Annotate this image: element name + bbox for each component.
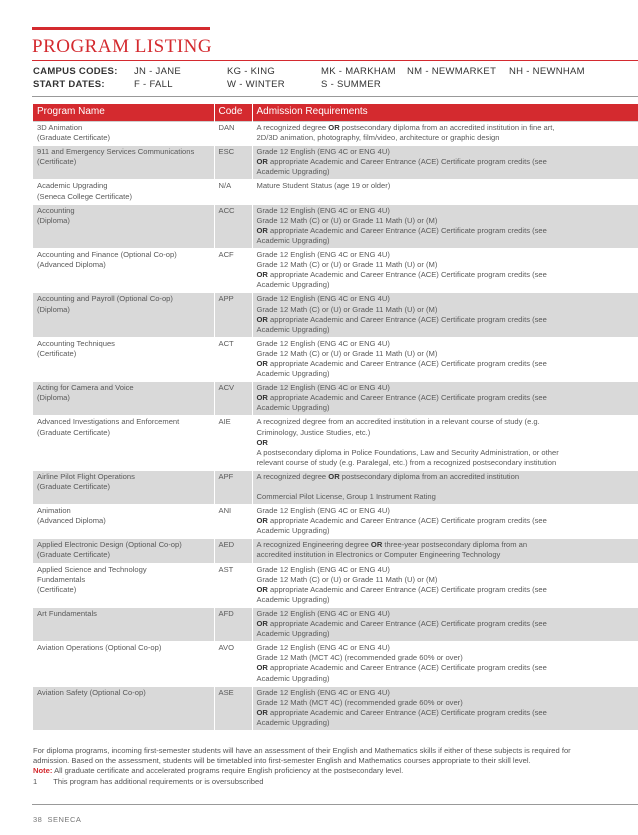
requirement-line: A recognized degree OR postsecondary diploma from an accredited institution in fine art, — [256, 123, 555, 132]
admission-requirements-cell — [252, 607, 638, 641]
program-code-cell: AIE — [214, 416, 252, 470]
program-name-cell — [33, 505, 214, 539]
or-keyword: OR — [256, 663, 268, 673]
program-name-line: (Graduate Certificate) — [37, 482, 111, 491]
campus-code: NM - NEWMARKET — [407, 66, 497, 77]
or-keyword: OR — [256, 225, 268, 235]
program-name-line: Accounting Techniques — [37, 338, 115, 348]
program-name-line: (Graduate Certificate) — [37, 133, 111, 143]
admission-requirements-cell — [252, 563, 638, 607]
requirement-line: Academic Upgrading) — [256, 369, 330, 379]
requirement-line: Grade 12 Math (MCT 4C) (recommended grade 60% or over) — [256, 697, 463, 707]
or-keyword: OR — [328, 471, 340, 481]
program-name-line: (Certificate) — [37, 348, 77, 358]
requirement-line: Mature Student Status (age 19 or older) — [256, 181, 391, 191]
program-code-cell: ASE — [214, 686, 252, 730]
table-row — [33, 539, 638, 563]
program-name-line: (Advanced Diploma) — [37, 260, 106, 270]
admission-requirements-cell — [252, 539, 638, 563]
program-name-line: (Graduate Certificate) — [37, 550, 111, 560]
program-name-line: Acting for Camera and Voice — [37, 383, 134, 393]
start-dates-label: START DATES: — [33, 79, 105, 90]
program-name-line: 3D Animation — [37, 123, 83, 132]
program-name-line: Accounting and Finance (Optional Co-op) — [37, 250, 177, 260]
requirement-line: A postsecondary diploma in Police Foundations, Law and Security Administration, or other — [256, 447, 559, 457]
or-keyword: OR — [256, 584, 268, 594]
admission-requirements-cell — [252, 122, 638, 146]
program-name-line: Academic Upgrading — [37, 181, 108, 191]
table-row — [33, 249, 638, 293]
program-name-cell — [33, 204, 214, 248]
footnote-text: This program has additional requirements or is oversubscribed — [53, 776, 264, 786]
program-name-line: Art Fundamentals — [37, 608, 97, 618]
program-name-line: Airline Pilot Flight Operations — [37, 471, 135, 481]
requirement-line: Grade 12 Math (C) or (U) or Grade 11 Math (U) or (M) — [256, 348, 438, 358]
or-keyword: OR — [256, 157, 268, 167]
table-row — [33, 146, 638, 180]
header-program-name: Program Name — [33, 104, 214, 122]
program-name-line: (Diploma) — [37, 215, 70, 225]
program-code-cell: ACC — [214, 204, 252, 248]
footer-divider — [32, 804, 638, 805]
table-row — [33, 416, 638, 470]
program-name-cell — [33, 180, 214, 204]
requirement-line: A recognized Engineering degree OR three-year postsecondary diploma from an — [256, 540, 528, 550]
page-number-value: 38 — [33, 815, 43, 824]
table-row — [33, 122, 638, 146]
requirement-line: Academic Upgrading) — [256, 594, 330, 604]
page-number — [33, 815, 81, 824]
requirement-line: Grade 12 Math (C) or (U) or Grade 11 Math (U) or (M) — [256, 304, 438, 314]
campus-code: NH - NEWNHAM — [509, 66, 585, 77]
requirement-line: accredited institution in Electronics or Computer Engineering Technology — [256, 550, 501, 560]
program-name-cell — [33, 382, 214, 416]
program-code-cell: N/A — [214, 180, 252, 204]
table-row — [33, 563, 638, 607]
program-name-cell — [33, 122, 214, 146]
requirement-line: Criminology, Justice Studies, etc.) — [256, 427, 371, 437]
program-name-cell — [33, 563, 214, 607]
requirement-line: OR appropriate Academic and Career Entrance (ACE) Certificate program credits (see — [256, 314, 547, 324]
or-keyword: OR — [256, 707, 268, 717]
requirement-line: Grade 12 Math (C) or (U) or Grade 11 Math (U) or (M) — [256, 215, 438, 225]
program-code-cell: APF — [214, 470, 252, 504]
or-keyword: OR — [256, 437, 268, 447]
header-admission-requirements: Admission Requirements — [252, 104, 638, 122]
admission-requirements-cell — [252, 146, 638, 180]
requirement-line: OR appropriate Academic and Career Entrance (ACE) Certificate program credits (see — [256, 393, 547, 403]
program-name-cell — [33, 293, 214, 337]
program-code-cell: DAN — [214, 122, 252, 146]
page-title: PROGRAM LISTING — [32, 36, 213, 57]
requirement-line: OR appropriate Academic and Career Entrance (ACE) Certificate program credits (see — [256, 516, 547, 526]
admission-requirements-cell — [252, 642, 638, 686]
requirement-line: Grade 12 English (ENG 4C or ENG 4U) — [256, 643, 390, 653]
or-keyword: OR — [256, 270, 268, 280]
requirement-line: Grade 12 English (ENG 4C or ENG 4U) — [256, 294, 390, 304]
program-code-cell: ACF — [214, 249, 252, 293]
program-code-cell: AST — [214, 563, 252, 607]
campus-code: MK - MARKHAM — [321, 66, 396, 77]
table-header-row — [33, 104, 638, 122]
table-row — [33, 686, 638, 730]
program-name-line: Accounting and Payroll (Optional Co-op) — [37, 294, 173, 304]
program-name-line: Applied Science and Technology — [37, 564, 147, 574]
requirement-line: OR appropriate Academic and Career Entrance (ACE) Certificate program credits (see — [256, 707, 547, 717]
program-name-line: Fundamentals — [37, 574, 86, 584]
program-code-cell: ESC — [214, 146, 252, 180]
table-row — [33, 607, 638, 641]
requirement-line: Academic Upgrading) — [256, 629, 330, 639]
or-keyword: OR — [328, 123, 340, 132]
campus-code: KG - KING — [227, 66, 276, 77]
requirement-line: A recognized degree OR postsecondary diploma from an accredited institution — [256, 471, 520, 481]
program-name-cell — [33, 686, 214, 730]
requirement-line — [257, 438, 635, 448]
program-table — [33, 104, 638, 730]
program-name-cell — [33, 249, 214, 293]
program-name-line: (Certificate) — [37, 584, 77, 594]
requirement-line: OR appropriate Academic and Career Entrance (ACE) Certificate program credits (see — [256, 663, 547, 673]
requirement-line: OR appropriate Academic and Career Entrance (ACE) Certificate program credits (see — [256, 270, 547, 280]
requirement-line: OR appropriate Academic and Career Entrance (ACE) Certificate program credits (see — [256, 358, 547, 368]
program-code-cell: AED — [214, 539, 252, 563]
table-row — [33, 470, 638, 504]
requirement-line: Academic Upgrading) — [256, 403, 330, 413]
admission-requirements-cell — [252, 249, 638, 293]
admission-requirements-cell — [252, 505, 638, 539]
program-code-cell: ACT — [214, 337, 252, 381]
admission-requirements-cell — [252, 470, 638, 504]
footnote-number: 1 — [33, 776, 38, 786]
requirement-line: Grade 12 English (ENG 4C or ENG 4U) — [256, 147, 390, 157]
requirement-line: OR appropriate Academic and Career Entrance (ACE) Certificate program credits (see — [256, 619, 547, 629]
or-keyword: OR — [370, 540, 383, 550]
or-keyword: OR — [256, 516, 268, 526]
or-keyword: OR — [256, 314, 268, 324]
program-name-line: Aviation Operations (Optional Co-op) — [37, 643, 162, 653]
table-row — [33, 505, 638, 539]
requirement-line: Academic Upgrading) — [256, 324, 330, 334]
requirement-line: OR appropriate Academic and Career Entrance (ACE) Certificate program credits (see — [256, 584, 547, 594]
requirement-line: Grade 12 Math (MCT 4C) (recommended grade 60% or over) — [256, 653, 463, 663]
table-row — [33, 337, 638, 381]
program-name-line: Animation — [37, 506, 71, 516]
or-keyword: OR — [256, 619, 268, 629]
program-name-line: (Diploma) — [37, 393, 70, 403]
or-keyword: OR — [256, 393, 268, 403]
requirement-line: Grade 12 English (ENG 4C or ENG 4U) — [256, 383, 390, 393]
note-label: Note: — [33, 766, 53, 776]
program-name-line: (Advanced Diploma) — [37, 516, 106, 526]
campus-code: JN - JANE — [134, 66, 182, 77]
program-name-line: (Diploma) — [37, 304, 70, 314]
requirement-line: Grade 12 English (ENG 4C or ENG 4U) — [256, 564, 390, 574]
requirement-line: Grade 12 English (ENG 4C or ENG 4U) — [256, 205, 390, 215]
table-row — [33, 180, 638, 204]
footer-paragraph: For diploma programs, incoming first-semester students will have an assessment of their English and Mathematics skills if either of these subjects is required for admission. Based on the assessment, students will be timetabled into first-semester English and Mathematics courses appropriate to their skill level. — [33, 746, 571, 766]
requirement-line: Academic Upgrading) — [256, 280, 330, 290]
codes-divider — [32, 96, 638, 97]
program-name-cell — [33, 642, 214, 686]
requirement-line: Academic Upgrading) — [256, 167, 330, 177]
header-code: Code — [214, 104, 252, 122]
program-code-cell: AVO — [214, 642, 252, 686]
table-row — [33, 382, 638, 416]
admission-requirements-cell — [252, 293, 638, 337]
requirement-line: OR appropriate Academic and Career Entrance (ACE) Certificate program credits (see — [256, 225, 547, 235]
start-date: S - SUMMER — [321, 79, 381, 90]
start-date: W - WINTER — [227, 79, 285, 90]
requirement-line — [257, 482, 635, 492]
program-name-line: Applied Electronic Design (Optional Co-op) — [37, 540, 182, 550]
program-name-line: (Seneca College Certificate) — [37, 191, 132, 201]
admission-requirements-cell — [252, 180, 638, 204]
program-name-cell — [33, 416, 214, 470]
program-code-cell: AFD — [214, 607, 252, 641]
admission-requirements-cell — [252, 416, 638, 470]
program-name-line: 911 and Emergency Services Communications — [37, 147, 195, 157]
requirement-line: Grade 12 Math (C) or (U) or Grade 11 Math (U) or (M) — [256, 574, 438, 584]
program-name-line: Aviation Safety (Optional Co-op) — [37, 687, 146, 697]
program-code-cell: APP — [214, 293, 252, 337]
program-name-line: (Graduate Certificate) — [37, 427, 111, 437]
campus-codes-label: CAMPUS CODES: — [33, 66, 118, 77]
program-name-line: (Certificate) — [37, 157, 77, 167]
program-name-line: Accounting — [37, 205, 75, 215]
program-name-cell — [33, 607, 214, 641]
page-label: SENECA — [47, 815, 82, 824]
or-keyword: OR — [256, 358, 268, 368]
requirement-line: 2D/3D animation, photography, film/video, architecture or graphic design — [256, 133, 500, 143]
program-code-cell: ANI — [214, 505, 252, 539]
footer-note — [33, 766, 603, 776]
admission-requirements-cell — [252, 382, 638, 416]
program-name-cell — [33, 337, 214, 381]
requirement-line: Academic Upgrading) — [256, 673, 330, 683]
title-divider — [32, 60, 638, 61]
requirement-line: Academic Upgrading) — [256, 717, 330, 727]
requirement-line: Grade 12 English (ENG 4C or ENG 4U) — [256, 338, 390, 348]
note-text: All graduate certificate and accelerated programs require English proficiency at the postsecondary level. — [52, 766, 404, 776]
program-code-cell: ACV — [214, 382, 252, 416]
top-accent-bar — [32, 27, 210, 30]
requirement-line: OR appropriate Academic and Career Entrance (ACE) Certificate program credits (see — [256, 157, 547, 167]
requirement-line: Grade 12 English (ENG 4C or ENG 4U) — [256, 608, 390, 618]
requirement-line: Academic Upgrading) — [256, 526, 330, 536]
requirement-line: Grade 12 English (ENG 4C or ENG 4U) — [256, 687, 390, 697]
program-name-cell — [33, 470, 214, 504]
program-name-line: Advanced Investigations and Enforcement — [37, 417, 180, 427]
program-name-cell — [33, 539, 214, 563]
requirement-line: Grade 12 English (ENG 4C or ENG 4U) — [256, 250, 390, 260]
requirement-line: Academic Upgrading) — [256, 235, 330, 245]
table-row — [33, 204, 638, 248]
admission-requirements-cell — [252, 337, 638, 381]
requirement-line: Commercial Pilot License, Group 1 Instrument Rating — [256, 492, 436, 501]
table-row — [33, 293, 638, 337]
program-name-cell — [33, 146, 214, 180]
admission-requirements-cell — [252, 686, 638, 730]
footnote — [33, 777, 603, 787]
table-row — [33, 642, 638, 686]
requirement-line: Grade 12 English (ENG 4C or ENG 4U) — [256, 506, 390, 516]
start-date: F - FALL — [134, 79, 173, 90]
admission-requirements-cell — [252, 204, 638, 248]
requirement-line: relevant course of study (e.g. Paralegal, etc.) from a recognized postsecondary institution — [256, 457, 557, 467]
requirement-line: Grade 12 Math (C) or (U) or Grade 11 Math (U) or (M) — [256, 260, 438, 270]
requirement-line: A recognized degree from an accredited institution in a relevant course of study (e.g. — [256, 417, 540, 427]
footer-notes — [33, 746, 603, 787]
